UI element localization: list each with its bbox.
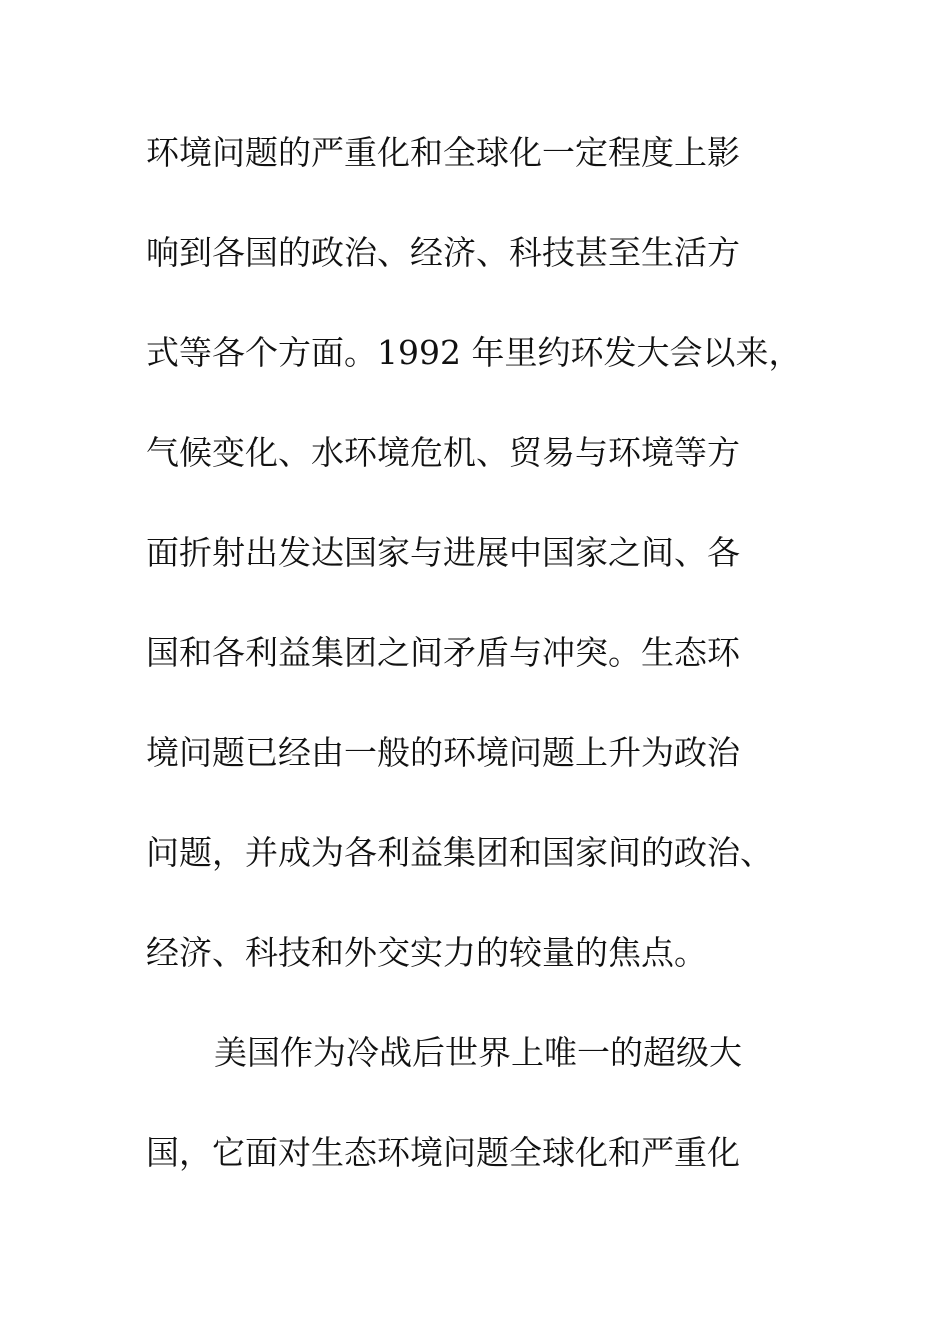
text-line: 境问题已经由一般的环境问题上升为政治	[146, 733, 740, 772]
text-line: 经济、科技和外交实力的较量的焦点。	[146, 933, 707, 972]
text-line: 国，它面对生态环境问题全球化和严重化	[146, 1133, 740, 1172]
text-line: 环境问题的严重化和全球化一定程度上影	[146, 133, 740, 172]
text-line: 气候变化、水环境危机、贸易与环境等方	[146, 433, 740, 472]
text-line: 式等各个方面。1992 年里约环发大会以来，	[146, 333, 802, 372]
text-line: 国和各利益集团之间矛盾与冲突。生态环	[146, 633, 740, 672]
text-line: 问题，并成为各利益集团和国家间的政治、	[146, 833, 773, 872]
text-line-indented: 美国作为冷战后世界上唯一的超级大	[214, 1033, 742, 1072]
text-line: 响到各国的政治、经济、科技甚至生活方	[146, 233, 740, 272]
text-line: 面折射出发达国家与进展中国家之间、各	[146, 533, 740, 572]
